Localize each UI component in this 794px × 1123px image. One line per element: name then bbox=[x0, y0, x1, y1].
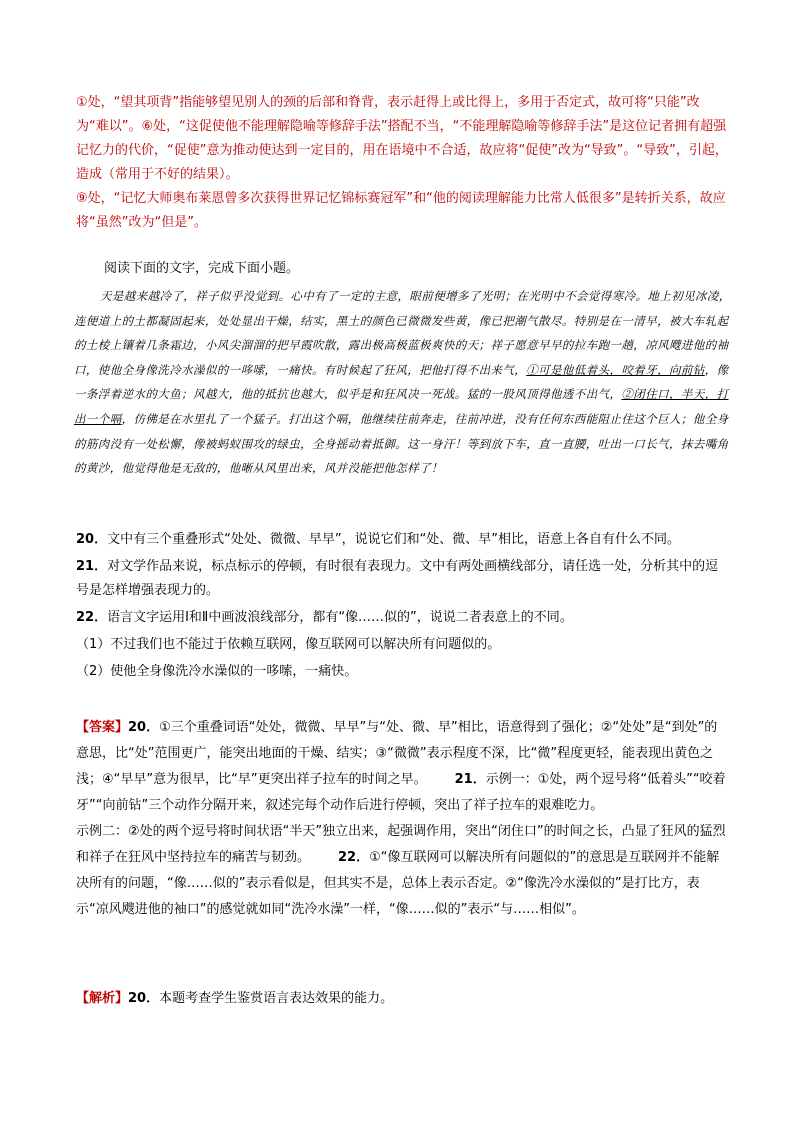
passage-segment-1: 天是越来越冷了，祥子似乎没觉到。心中有了一定的主意，眼前便增多了光明；在光明中不会觉得寒冷。地上初见冰凌，连便道上的土都凝固起来，处处显出干燥，结实，黑土的颜色已微微发些黄，像已把潮气散尽。特别是在一清早，被大车轧起的土棱上镶着几条霜边，小风尖溜溜的把早霞吹散，露出极高极蓝极爽快的天；祥子愿意早早的拉车跑一趟，凉风飕进他的袖口，使他全身像洗冷水澡似的一哆嗦，一痛快。有时候起了狂风，把他打得不出来气， bbox=[74, 289, 731, 377]
question-21-text: 对文学作品来说，标点标示的停顿，有时很有表现力。文中有两处画横线部分，请任选一处，分析其中的逗号是怎样增强表现力的。 bbox=[76, 559, 719, 598]
question-22-number: 22． bbox=[76, 610, 108, 625]
question-22-text: 语言文字运用Ⅰ和Ⅱ中画波浪线部分，都有“像……似的”，说说二者表意上的不同。 bbox=[107, 610, 573, 625]
analysis-line bbox=[76, 987, 730, 1011]
analysis-paragraph-2: ⑨处，“记忆大师奥布莱恩曾多次获得世界记忆锦标赛冠军”和“他的阅读理解能力比常人低很多”是转折关系，故应将“虽然”改为“但是”。 bbox=[76, 191, 726, 230]
reading-instruction: 阅读下面的文字，完成下面小题。 bbox=[104, 261, 300, 276]
answer-21-example-1: 示例一：①处，两个逗号将“低着头”“咬着牙”“向前钻”三个动作分隔开来，叙述完每个动作后进行停顿，突出了祥子拉车的艰难吃力。 bbox=[76, 772, 726, 813]
analysis-text: 本题考查学生鉴赏语言表达效果的能力。 bbox=[159, 991, 394, 1006]
question-22 bbox=[76, 606, 730, 630]
answer-block bbox=[76, 715, 730, 923]
reading-passage bbox=[74, 284, 732, 481]
answer-21-example-2: 示例二：②处的两个逗号将时间状语“半天”独立出来，起强调作用，突出“闭住口”的时间之长，凸显了狂风的猛烈和祥子在狂风中坚持拉车的痛苦与韧劲。 bbox=[76, 824, 726, 865]
analysis-paragraph-1: ①处，“望其项背”指能够望见别人的颈的后部和脊背，表示赶得上或比得上，多用于否定式，故可将“只能”改为“难以”。⑥处，“这促使他不能理解隐喻等修辞手法”搭配不当，“不能理解隐喻等修辞手法”是这位记者拥有超强记忆力的代价，“促使”意为推动使达到一定目的，用在语境中不合适，故应将“促使”改为“导致”。“导致”，引起，造成（常用于不好的结果）。 bbox=[76, 95, 728, 182]
question-22-item-2: （2）使他全身像洗冷水澡似的一哆嗦，一痛快。 bbox=[76, 664, 358, 679]
passage-segment-3: ，仿佛是在水里扎了一个猛子。打出这个嗝，他继续往前奔走，往前冲进，没有任何东西能阻止住这个巨人；他全身的筋肉没有一处松懈，像被蚂蚁围攻的绿虫，全身摇动着抵御。这一身汗！等到放下车，直一直腰，吐出一口长气，抹去嘴角的黄沙，他觉得他是无敌的，他晰从风里出来，风并没能把他怎样了！ bbox=[74, 411, 729, 476]
analysis-number: 20． bbox=[128, 991, 160, 1006]
question-20-number: 20． bbox=[76, 532, 108, 547]
question-21 bbox=[76, 555, 730, 603]
answer-label: 【答案】 bbox=[76, 720, 129, 735]
answer-20-text: ①三个重叠词语“处处，微微、早早”与“处、微、早”相比，语意得到了强化；②“处处”是“到处”的意思，比“处”范围更广，能突出地面的干燥、结实；③“微微”表示程度不深，比“微”程度更轻，能表现出黄色之浅；④“早早”意为很早，比“早”更突出祥子拉车的时间之早。 bbox=[76, 720, 718, 787]
question-21-number: 21． bbox=[76, 559, 108, 574]
reading-instruction-block bbox=[76, 257, 730, 281]
analysis-label: 【解析】 bbox=[76, 991, 129, 1006]
answer-21-number: 21． bbox=[454, 772, 486, 787]
passage-text bbox=[74, 284, 732, 481]
analysis-continuation bbox=[76, 91, 730, 235]
questions-block bbox=[76, 528, 730, 684]
answer-paragraph-2 bbox=[76, 819, 730, 923]
question-22-item-1: （1）不过我们也不能过于依赖互联网，像互联网可以解决所有问题似的。 bbox=[76, 637, 501, 652]
passage-segment-2: ，像一条浮着逆水的大鱼；风越大，他的抵抗也越大，似乎是和狂风决一死战。猛的一股风顶得他透不出气， bbox=[74, 362, 729, 402]
underlined-part-1: ①可是他低着头，咬着牙，向前钻 bbox=[526, 362, 705, 377]
analysis-block bbox=[76, 987, 730, 1011]
question-20-text: 文中有三个重叠形式“处处、微微、早早”，说说它们和“处、微、早”相比，语意上各自有什么不同。 bbox=[107, 532, 681, 547]
question-20 bbox=[76, 528, 730, 552]
answer-paragraph-1 bbox=[76, 715, 730, 819]
answer-22-text: ①“像互联网可以解决所有问题似的”的意思是互联网并不能解决所有的问题，“像……似的”表示看似是，但其实不是，总体上表示否定。②“像洗冷水澡似的”是打比方，表示“凉风飕进他的袖口”的感觉就如同“洗冷水澡”一样，“像……似的”表示“与……相似”。 bbox=[76, 850, 720, 917]
answer-22-number: 22． bbox=[338, 850, 370, 865]
underlined-part-2: ②闭住口，半天，打出一个嗝 bbox=[74, 387, 729, 426]
answer-20-number: 20． bbox=[128, 720, 160, 735]
